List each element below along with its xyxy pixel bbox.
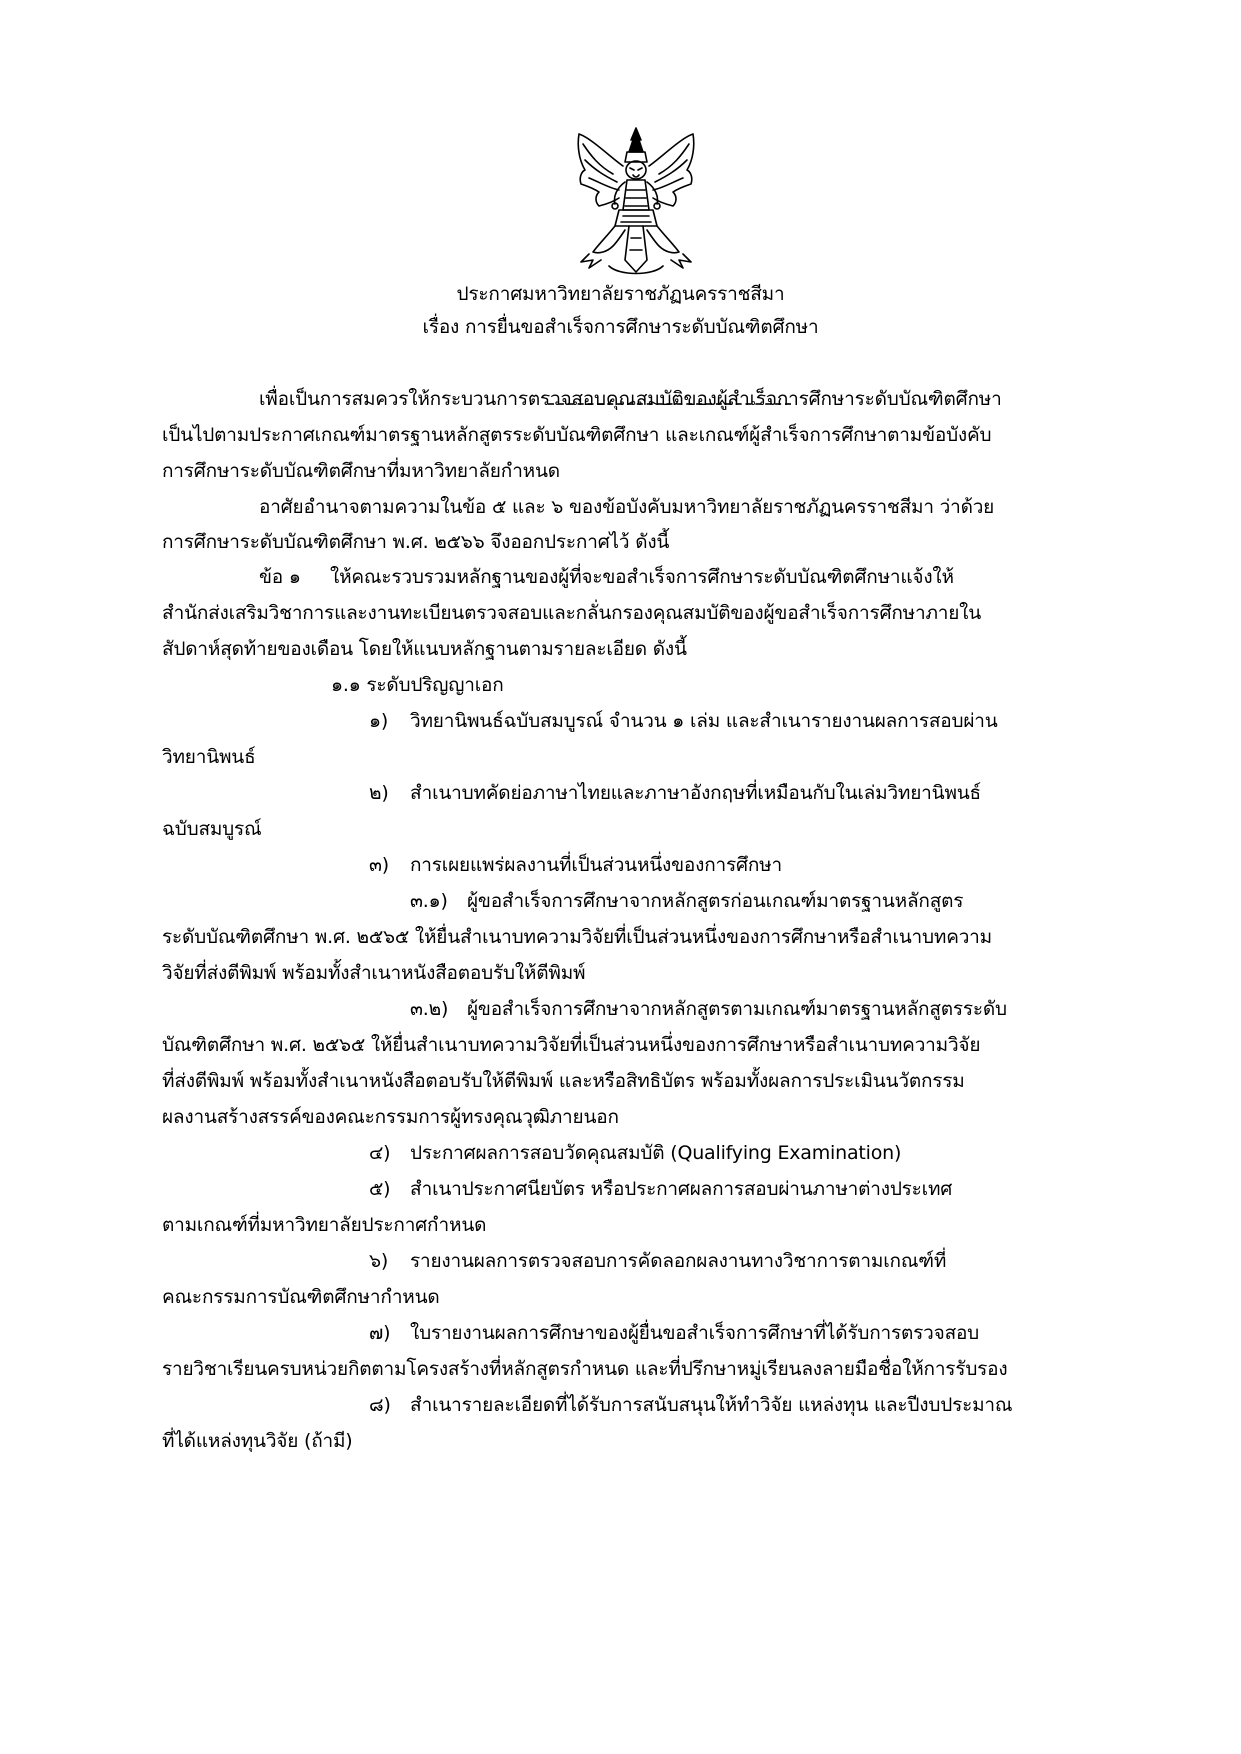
announcement-subject: เรื่อง การยื่นขอสำเร็จการศึกษาระดับบัณฑิตศึกษา: [422, 316, 819, 338]
item-1-number: ๑): [369, 710, 389, 732]
preamble-p1-line1: เพื่อเป็นการสมควรให้กระบวนการตรวจสอบคุณสมบัติของผู้สำเร็จการศึกษาระดับบัณฑิตศึกษา: [259, 388, 1002, 410]
clause-1-line1: ให้คณะรวบรวมหลักฐานของผู้ที่จะขอสำเร็จการศึกษาระดับบัณฑิตศึกษาแจ้งให้: [330, 566, 954, 588]
item-8-number: ๘): [369, 1394, 391, 1416]
announcement-title: ประกาศมหาวิทยาลัยราชภัฏนครราชสีมา: [456, 283, 785, 305]
preamble-p2-line1: อาศัยอำนาจตามความในข้อ ๕ และ ๖ ของข้อบังคับมหาวิทยาลัยราชภัฏนครราชสีมา ว่าด้วย: [259, 496, 995, 518]
clause-1-line2: สำนักส่งเสริมวิชาการและงานทะเบียนตรวจสอบและกลั่นกรองคุณสมบัติของผู้ขอสำเร็จการศึกษาภายใน: [162, 602, 982, 624]
item-7-line2: รายวิชาเรียนครบหน่วยกิตตามโครงสร้างที่หลักสูตรกำหนด และที่ปรึกษาหมู่เรียนลงลายมือชื่อให้การรับรอง: [162, 1358, 1008, 1380]
item-4-number: ๔): [369, 1142, 391, 1164]
clause-1-label: ข้อ ๑: [259, 566, 301, 588]
item-2-number: ๒): [369, 782, 389, 804]
item-1-line2: วิทยานิพนธ์: [162, 746, 256, 768]
item-6-line1: รายงานผลการตรวจสอบการคัดลอกผลงานทางวิชาการตามเกณฑ์ที่: [410, 1250, 947, 1272]
item-3-line1: การเผยแพร่ผลงานที่เป็นส่วนหนึ่งของการศึกษา: [410, 854, 782, 876]
item-5-number: ๕): [369, 1178, 391, 1200]
preamble-p1-line3: การศึกษาระดับบัณฑิตศึกษาที่มหาวิทยาลัยกำหนด: [162, 460, 560, 482]
item-2-line1: สำเนาบทคัดย่อภาษาไทยและภาษาอังกฤษที่เหมือนกับในเล่มวิทยานิพนธ์: [410, 782, 981, 804]
item-4-line1: ประกาศผลการสอบวัดคุณสมบัติ (Qualifying Examination): [410, 1142, 902, 1164]
item-5-line2: ตามเกณฑ์ที่มหาวิทยาลัยประกาศกำหนด: [162, 1214, 487, 1236]
item-6-number: ๖): [369, 1250, 389, 1272]
item-7-line1: ใบรายงานผลการศึกษาของผู้ยื่นขอสำเร็จการศึกษาที่ได้รับการตรวจสอบ: [410, 1322, 980, 1344]
item-1-line1: วิทยานิพนธ์ฉบับสมบูรณ์ จำนวน ๑ เล่ม และสำเนารายงานผลการสอบผ่าน: [410, 710, 998, 732]
item-3-number: ๓): [369, 854, 390, 876]
item-8-line2: ที่ได้แหล่งทุนวิจัย (ถ้ามี): [162, 1430, 353, 1452]
item-2-line2: ฉบับสมบูรณ์: [162, 818, 262, 840]
item-3-1-line2: ระดับบัณฑิตศึกษา พ.ศ. ๒๕๖๕ ให้ยื่นสำเนาบทความวิจัยที่เป็นส่วนหนึ่งของการศึกษาหรือสำเนาบทความ: [162, 926, 992, 948]
item-8-line1: สำเนารายละเอียดที่ได้รับการสนับสนุนให้ทำวิจัย แหล่งทุน และปีงบประมาณ: [410, 1394, 1013, 1416]
item-3-1-line3: วิจัยที่ส่งตีพิมพ์ พร้อมทั้งสำเนาหนังสือตอบรับให้ตีพิมพ์: [162, 962, 586, 984]
garuda-emblem-icon: [569, 126, 703, 286]
item-3-2-line1: ผู้ขอสำเร็จการศึกษาจากหลักสูตรตามเกณฑ์มาตรฐานหลักสูตรระดับ: [467, 998, 1007, 1020]
item-3-2-line3: ที่ส่งตีพิมพ์ พร้อมทั้งสำเนาหนังสือตอบรับให้ตีพิมพ์ และหรือสิทธิบัตร พร้อมทั้งผลการประเมินนวัตกรรม: [162, 1070, 965, 1092]
preamble-p1-line2: เป็นไปตามประกาศเกณฑ์มาตรฐานหลักสูตรระดับบัณฑิตศึกษา และเกณฑ์ผู้สำเร็จการศึกษาตามข้อบังคับ: [162, 424, 992, 446]
item-6-line2: คณะกรรมการบัณฑิตศึกษากำหนด: [162, 1286, 440, 1308]
clause-1-line3: สัปดาห์สุดท้ายของเดือน โดยให้แนบหลักฐานตามรายละเอียด ดังนี้: [162, 638, 687, 660]
item-3-2-line2: บัณฑิตศึกษา พ.ศ. ๒๕๖๕ ให้ยื่นสำเนาบทความวิจัยที่เป็นส่วนหนึ่งของการศึกษาหรือสำเนาบทความวิจัย: [162, 1034, 981, 1056]
section-doctoral-title: ๑.๑ ระดับปริญญาเอก: [331, 674, 504, 696]
preamble-p2-line2: การศึกษาระดับบัณฑิตศึกษา พ.ศ. ๒๕๖๖ จึงออกประกาศไว้ ดังนี้: [162, 531, 670, 553]
item-7-number: ๗): [369, 1322, 391, 1344]
item-3-1-number: ๓.๑): [410, 890, 448, 912]
item-3-2-number: ๓.๒): [410, 998, 449, 1020]
item-3-1-line1: ผู้ขอสำเร็จการศึกษาจากหลักสูตรก่อนเกณฑ์มาตรฐานหลักสูตร: [467, 890, 964, 912]
item-5-line1: สำเนาประกาศนียบัตร หรือประกาศผลการสอบผ่านภาษาต่างประเทศ: [410, 1178, 953, 1200]
item-3-2-line4: ผลงานสร้างสรรค์ของคณะกรรมการผู้ทรงคุณวุฒิภายนอก: [162, 1106, 619, 1128]
